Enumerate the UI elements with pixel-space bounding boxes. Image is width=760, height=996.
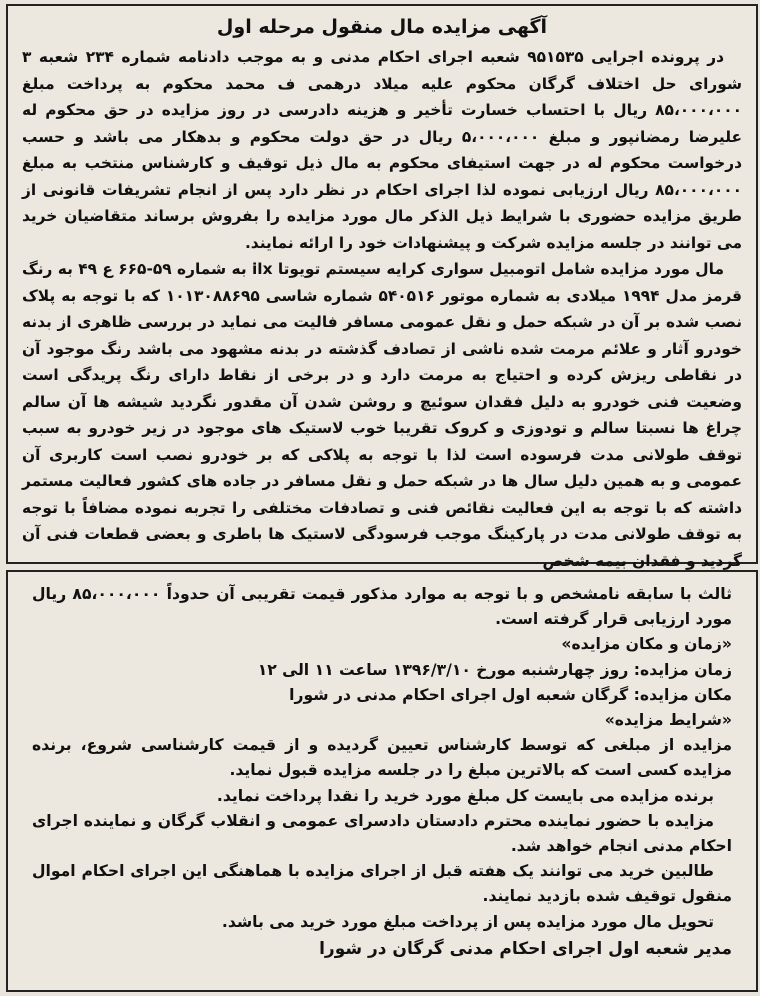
item-description-continued: ثالث با سابقه نامشخص و با توجه به موارد مذکور قیمت تقریبی آن حدوداً ۸۵،۰۰۰،۰۰۰ ریال مورد ارزیابی قرار گرفته است.: [32, 585, 732, 629]
condition-item: مزایده با حضور نماینده محترم دادستان دادسرای عمومی و انقلاب گرگان و نماینده اجرای احکام مدنی انجام خواهد شد.: [32, 811, 732, 856]
auction-time: زمان مزایده: روز چهارشنبه مورخ ۱۳۹۶/۳/۱۰ ساعت ۱۱ الی ۱۲: [257, 660, 732, 679]
notice-column-top: [6, 4, 758, 570]
notice-column-bottom: [6, 570, 758, 992]
conditions-heading: «شرایط مزایده»: [604, 711, 732, 730]
notice-intro: در پرونده اجرایی ۹۵۱۵۳۵ شعبه اجرای احکام مدنی و به موجب دادنامه شماره ۲۳۴ شعبه ۳ شورای حل اختلاف گرگان محکوم علیه میلاد درهمی ف محمد محکوم به پرداخت مبلغ ۸۵،۰۰۰،۰۰۰ ریال با احتساب خسارت تأخیر و هزینه دادرسی در روز مزایده در حق محکوم له علیرضا رمضانپور و مبلغ ۵،۰۰۰،۰۰۰ ریال در حق دولت محکوم و بدهکار می باشد و حسب درخواست محکوم له در جهت استیفای محکوم به مال ذیل توقیف و کارشناس منتخب به مبلغ ۸۵،۰۰۰،۰۰۰ ریال ارزیابی نموده لذا اجرای احکام در نظر دارد پس از انجام تشریفات قانونی از طریق مزایده حضوری با شرایط ذیل الذکر مال مورد مزایده را بفروش برساند متقاضیان خرید می توانند در جلسه مزایده شرکت و پیشنهادات خود را ارائه نمایند.: [22, 48, 742, 252]
signature-line: مدیر شعبه اول اجرای احکام مدنی گرگان در شورا: [319, 938, 732, 959]
condition-item: تحویل مال مورد مزایده پس از پرداخت مبلغ مورد خرید می باشد.: [221, 912, 714, 931]
time-place-heading: «زمان و مکان مزایده»: [561, 635, 732, 654]
notice-title: آگهی مزایده مال منقول مرحله اول: [216, 16, 548, 38]
condition-item: برنده مزایده می بایست کل مبلغ مورد خرید را نقدا پرداخت نماید.: [216, 786, 714, 805]
condition-item: مزایده از مبلغی که توسط کارشناس تعیین گردیده و از قیمت کارشناسی شروع، برنده مزایده کسی است که بالاترین مبلغ را در جلسه مزایده قبول نماید.: [32, 736, 732, 780]
condition-item: طالبین خرید می توانند یک هفته قبل از اجرای مزایده با هماهنگی این اجرای احکام اموال منقول توقیف شده بازدید نمایند.: [32, 862, 732, 906]
item-description: مال مورد مزایده شامل اتومبیل سواری کرایه سیستم تویوتا ilx به شماره ۵۹-۶۶۵ ع ۴۹ به رنگ قرمز مدل ۱۹۹۴ میلادی به شماره موتور ۵۴۰۵۱۶ شماره شاسی ۱۰۱۳۰۸۸۶۹۵ که با توجه به پلاک نصب شده بر آن در شبکه حمل و نقل عمومی مسافر فالیت می نماید در بررسی ظاهری از بدنه خودرو آثار و علائم مرمت شده ناشی از تصادف گذشته در بدنه مشهود می باشد رنگ موجود آن در نقاطی ریزش کرده و احتیاج به مرمت دارد و در برخی از نقاط دارای رنگ پریدگی است وضعیت فنی خودرو به دلیل فقدان سوئیچ و روشن شدن آن مقدور نگردید شیشه ها آن سالم چراغ ها نسبتا سالم و تودوزی و کروک تقریبا خوب لاستیک های موجود در زیر خودرو به سبب توقف طولانی مدت فرسوده است لذا با توجه به پلاکی که بر خودرو نصب است کاربری آن عمومی و به همین دلیل سال ها در شبکه حمل و نقل مسافر در جاده های کشور فعالیت مستمر داشته که با توجه به این فعالیت نقائص فنی و تصادفات مختلفی را تجربه نموده مضافاً با توجه به توقف طولانی مدت در پارکینگ موجب فرسودگی لاستیک ها باطری و بعضی قطعات فنی آن گردید و فقدان بیمه شخص: [22, 260, 743, 570]
auction-place: مکان مزایده: گرگان شعبه اول اجرای احکام مدنی در شورا: [289, 685, 732, 704]
